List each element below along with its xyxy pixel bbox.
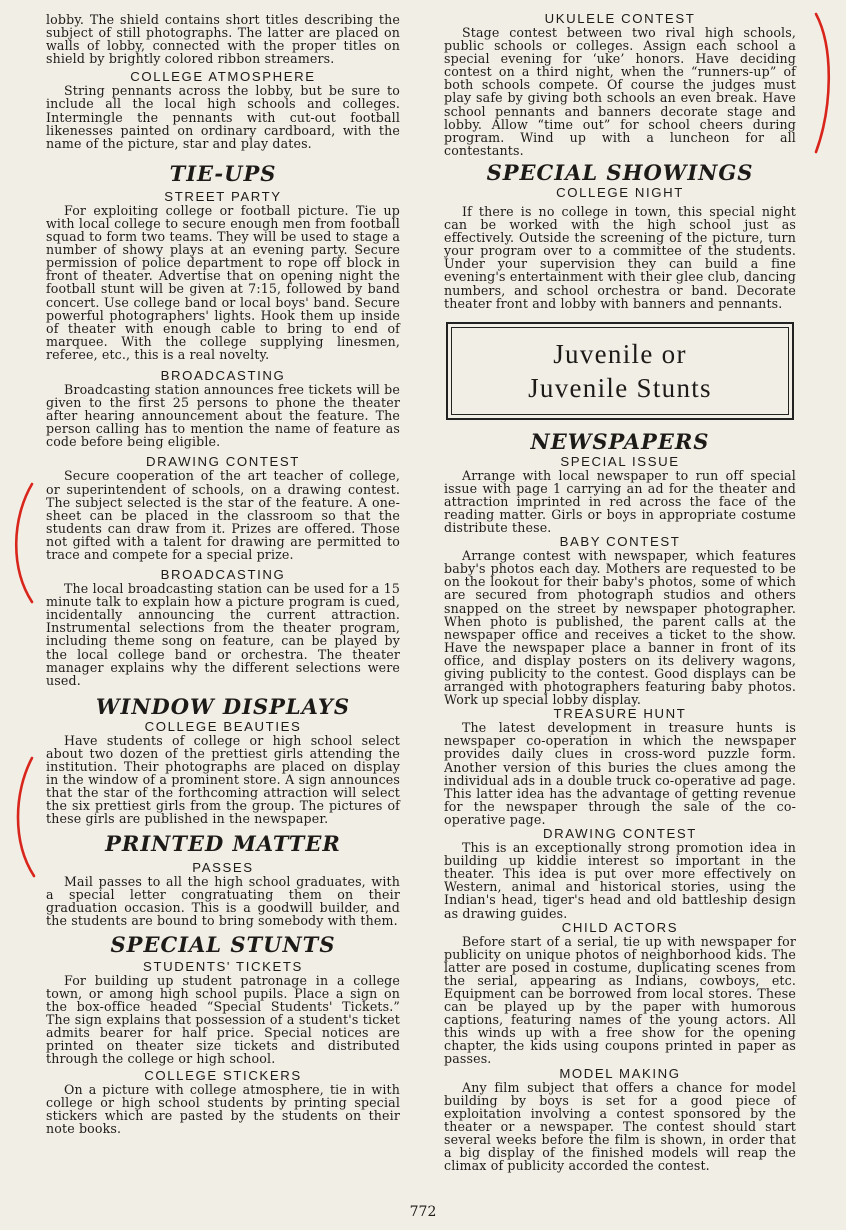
paragraph: Any film subject that offers a chance for model building by boys is set for a good piece of exploitation involving a contest sponsored by the theater or a newspaper. The contest should start several weeks before the film is shown, in order that a big display of the finished models will reap the climax of publicity accorded the contest. — [444, 1079, 796, 1174]
paragraph: Secure cooperation of the art teacher of college, or superintendent of schools, on a drawing contest. The subject selected is the star of the feature. A one-sheet can be placed in the classroom so that the students can draw from it. Prizes are offered. Those not gifted with a talent for drawing are permitted to trace and compete for a special prize. — [46, 468, 400, 562]
subheading: DRAWING CONTEST — [146, 454, 300, 470]
subheading: TREASURE HUNT — [553, 706, 687, 722]
section-heading: WINDOW DISPLAYS — [95, 693, 351, 719]
subheading: CHILD ACTORS — [561, 919, 679, 935]
paragraph: On a picture with college atmosphere, tie in with college or high school students by printing special stickers which are pasted by the students on their note books. — [46, 1081, 400, 1136]
subheading: COLLEGE BEAUTIES — [144, 718, 302, 734]
boxed-title-line-1: Juvenile or — [553, 338, 687, 369]
paragraph: Broadcasting station announces free tickets will be given to the first 25 persons to phone the theater after hearing announcement about the feature. The person calling has to mention the name of feature as code before being eligible. — [46, 381, 400, 450]
section-heading: NEWSPAPERS — [530, 428, 710, 454]
section-heading: SPECIAL STUNTS — [110, 931, 336, 957]
pencil-mark-left-lower — [6, 752, 46, 882]
subheading: MODEL MAKING — [559, 1065, 681, 1081]
subheading: BABY CONTEST — [559, 534, 681, 550]
paragraph: This is an exceptionally strong promotion idea in building up kiddie interest so important in the theater. This idea is put over more effectively on Western, animal and historical stories, using the Indian's head, tiger's head and old battleship design as drawing guides. — [444, 840, 796, 921]
subheading: BROADCASTING — [160, 367, 286, 383]
subheading: STREET PARTY — [164, 188, 282, 204]
section-heading: SPECIAL SHOWINGS — [486, 159, 754, 185]
subheading: PASSES — [192, 859, 254, 875]
page-number: 772 — [409, 1204, 437, 1220]
paragraph: The local broadcasting station can be used for a 15 minute talk to explain how a picture program is cued, incidentally announcing the current attraction. Instrumental selections from the theater program, including theme song on feature, can be played by the local college band or orchestra. The theater manager explains why the different selections were used. — [46, 581, 400, 688]
pencil-mark-left-middle — [6, 478, 46, 608]
subheading: COLLEGE ATMOSPHERE — [130, 69, 316, 85]
boxed-title-line-2: Juvenile Stunts — [528, 372, 712, 403]
paragraph: For exploiting college or football picture. Tie up with local college to secure enough men from football squad to form two teams. They will be used to stage a number of showy plays at an evening party. Secure permission of police department to rope off block in front of theater. Advertise that on opening night the football stunt will be given at 7:15, followed by band concert. Use college band or local boys' band. Secure powerful photographers' lights. Hook them up inside of theater with enough cable to bring to end of marquee. With the college supplying linesmen, referee, etc., this is a real novelty. — [46, 202, 400, 362]
subheading: DRAWING CONTEST — [543, 826, 697, 842]
pencil-mark-right-top — [806, 8, 846, 158]
paragraph: lobby. The shield contains short titles describing the subject of still photographs. The latter are placed on walls of lobby, connected with the proper titles on shield by brightly colored ribbon streamers. — [46, 12, 400, 67]
subheading: UKULELE CONTEST — [544, 11, 696, 26]
paragraph: Arrange contest with newspaper, which features baby's photos each day. Mothers are requested to be on the lookout for their baby's photos, some of which are secured from photograph studios and others snapped on the street by newspaper photographer. When photo is published, the parent calls at the newspaper office and receives a ticket to the show. Have the newspaper place a banner in front of its office, and display posters on its delivery wagons, giving publicity to the contest. Good displays can be arranged with photographers featuring baby photos. Work up special lobby display. — [444, 548, 796, 708]
paragraph: The latest development in treasure hunts is newspaper co-operation in which the newspaper provides daily clues in cross-word puzzle form. Another version of this buries the clues among the individual ads in a double truck co-operative ad page. This latter idea has the advantage of getting revenue for the newspaper through the sale of the co-operative page. — [444, 720, 796, 827]
boxed-title — [446, 322, 794, 420]
paragraph: Mail passes to all the high school graduates, with a special letter congratuating them on their graduation occasion. This is a goodwill builder, and the students are bound to bring somebody with them. — [46, 873, 400, 928]
subheading: BROADCASTING — [160, 567, 286, 583]
paragraph: If there is no college in town, this special night can be worked with the high school just as effectively. Outside the screening of the picture, turn your program over to a committee of the students. Under your supervision they can build a fine evening's entertainment with their glee club, dancing numbers, and school orchestra or band. Decorate theater front and lobby with banners and pennants. — [444, 203, 796, 311]
left-column — [46, 0, 400, 1135]
paragraph: Stage contest between two rival high schools, public schools or colleges. Assign each school a special evening for ‘uke’ honors. Have deciding contest on a third night, when the “runners-up” of both schools compete. Of course the judges must play safe by giving both schools an even break. Have school pennants and banners decorate stage and lobby. Allow “time out” for school cheers during program. Wind up with a luncheon for all contestants. — [444, 25, 796, 158]
paragraph: Arrange with local newspaper to run off special issue with page 1 carrying an ad for the theater and attraction imprinted in red across the face of the reading matter. Girls or boys in appropriate costume distribute these. — [444, 467, 796, 536]
right-column — [444, 0, 796, 1172]
subheading: COLLEGE STICKERS — [144, 1067, 302, 1083]
paragraph: Before start of a serial, tie up with newspaper for publicity on unique photos of neighborhood kids. The latter are posed in costume, duplicating scenes from the serial, appearing as Indians, cowboys, etc. Equipment can be borrowed from local stores. These can be played up by the paper with humorous captions, featuring names of the young actors. All this winds up with a free show for the opening chapter, the kids using coupons printed in paper as passes. — [444, 933, 796, 1067]
paragraph: Have students of college or high school select about two dozen of the prettiest girls attending the institution. Their photographs are placed on display in the window of a prominent store. A sign announces that the star of the forthcoming attraction will select the six prettiest girls from the group. The pictures of these girls are published in the newspaper. — [46, 732, 400, 827]
section-heading: PRINTED MATTER — [105, 830, 341, 856]
section-heading: TIE-UPS — [169, 160, 277, 186]
subheading: SPECIAL ISSUE — [560, 453, 680, 469]
paragraph: String pennants across the lobby, but be sure to include all the local high schools and colleges. Intermingle the pennants with cut-out football likenesses painted on ordinary cardboard, with the name of the picture, star and play dates. — [46, 83, 400, 151]
subheading: STUDENTS' TICKETS — [143, 958, 303, 974]
subheading: COLLEGE NIGHT — [556, 184, 684, 200]
paragraph: For building up student patronage in a college town, or among high school pupils. Place a sign on the box-office headed “Special Students' Tickets.” The sign explains that possession of a student's ticket admits bearer for half price. Special notices are printed on theater size tickets and distributed through the college or high school. — [46, 972, 400, 1067]
